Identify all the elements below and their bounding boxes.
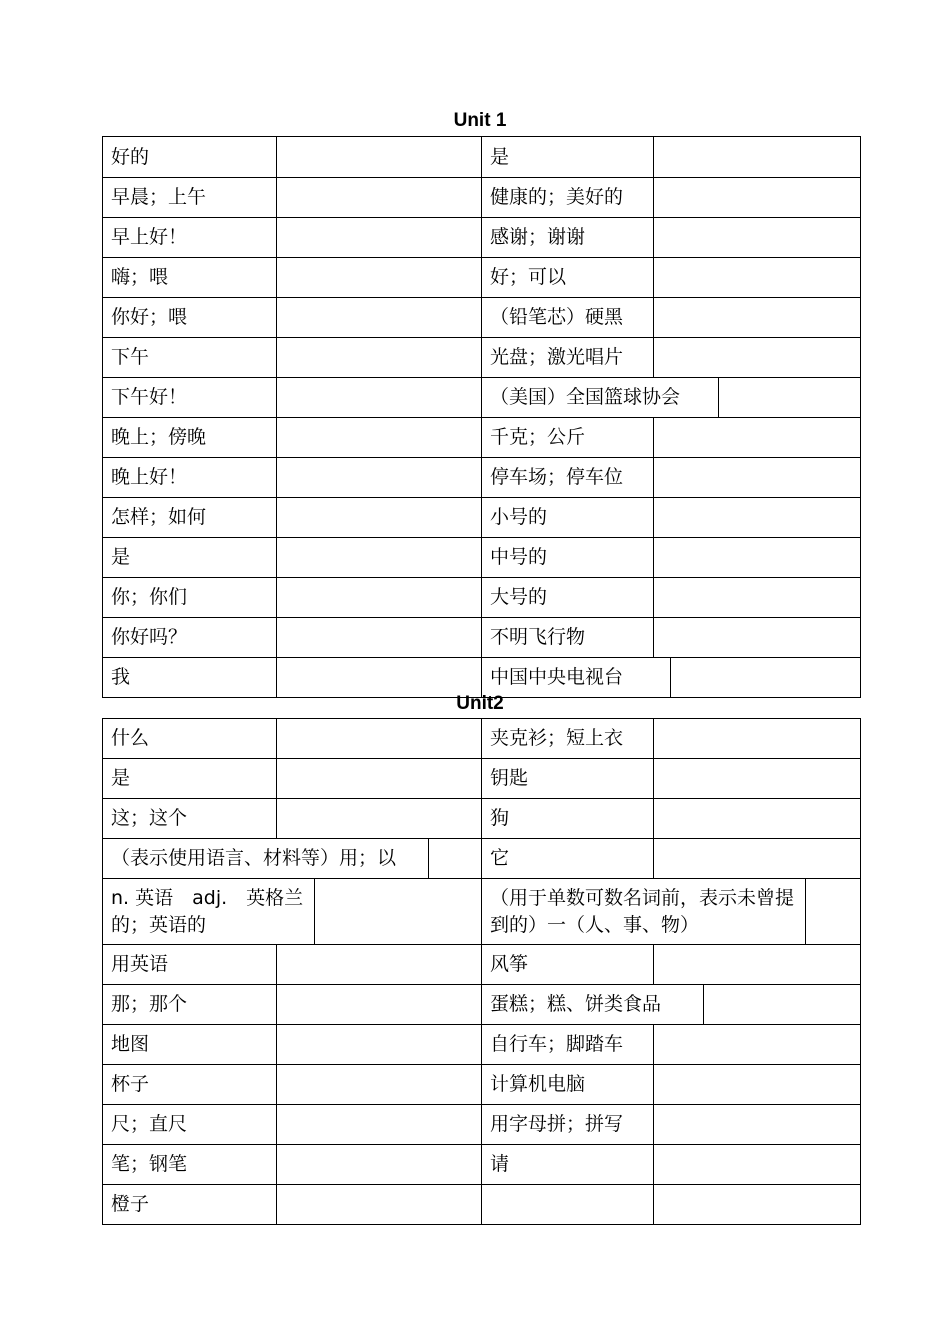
- table-row: [103, 218, 861, 258]
- english-answer-blank[interactable]: [277, 378, 491, 417]
- english-answer-blank[interactable]: [277, 218, 491, 257]
- chinese-meaning: 用字母拼；拼写: [482, 1105, 654, 1144]
- english-answer-blank[interactable]: [277, 658, 491, 697]
- english-answer-blank[interactable]: [277, 258, 491, 297]
- table-row: [103, 458, 861, 498]
- english-answer-blank[interactable]: [277, 137, 491, 177]
- english-answer-blank[interactable]: [277, 799, 491, 838]
- english-answer-blank[interactable]: [277, 458, 491, 497]
- english-answer-blank[interactable]: [277, 178, 491, 217]
- english-answer-blank[interactable]: [654, 759, 869, 798]
- english-answer-blank[interactable]: [654, 1065, 869, 1104]
- english-answer-blank[interactable]: [654, 338, 869, 377]
- english-answer-blank[interactable]: [277, 538, 491, 577]
- chinese-meaning: 夹克衫；短上衣: [482, 719, 654, 758]
- chinese-meaning: 嗨；喂: [103, 258, 277, 297]
- table-row: [103, 378, 861, 418]
- chinese-meaning: 杯子: [103, 1065, 277, 1104]
- chinese-meaning: 不明飞行物: [482, 618, 654, 657]
- english-answer-blank[interactable]: [277, 298, 491, 337]
- english-answer-blank[interactable]: [654, 618, 869, 657]
- table-row: [103, 578, 861, 618]
- table-row: [103, 879, 861, 945]
- english-answer-blank[interactable]: [654, 945, 869, 984]
- english-answer-blank[interactable]: [277, 338, 491, 377]
- chinese-meaning: 下午好！: [103, 378, 277, 417]
- english-answer-blank[interactable]: [277, 578, 491, 617]
- english-answer-blank[interactable]: [277, 985, 491, 1024]
- english-answer-blank[interactable]: [654, 1105, 869, 1144]
- english-answer-blank[interactable]: [654, 298, 869, 337]
- chinese-meaning: 光盘；激光唱片: [482, 338, 654, 377]
- chinese-meaning: 中号的: [482, 538, 654, 577]
- chinese-meaning: 大号的: [482, 578, 654, 617]
- chinese-meaning: 千克；公斤: [482, 418, 654, 457]
- table-row: [103, 1105, 861, 1145]
- english-answer-blank[interactable]: [654, 719, 869, 758]
- chinese-meaning: 是: [103, 538, 277, 577]
- table-row: [103, 137, 861, 178]
- chinese-meaning: 地图: [103, 1025, 277, 1064]
- english-answer-blank[interactable]: [277, 618, 491, 657]
- chinese-meaning: 是: [482, 137, 654, 177]
- chinese-meaning: 什么: [103, 719, 277, 758]
- table-row: [103, 538, 861, 578]
- english-answer-blank[interactable]: [654, 178, 869, 217]
- english-answer-blank[interactable]: [277, 1185, 491, 1224]
- table-row: [103, 258, 861, 298]
- chinese-meaning: 狗: [482, 799, 654, 838]
- chinese-meaning: 尺；直尺: [103, 1105, 277, 1144]
- chinese-meaning: 晚上；傍晚: [103, 418, 277, 457]
- chinese-meaning: 风筝: [482, 945, 654, 984]
- chinese-meaning: 计算机电脑: [482, 1065, 654, 1104]
- chinese-meaning: 它: [482, 839, 654, 878]
- chinese-meaning: 你；你们: [103, 578, 277, 617]
- chinese-meaning: 下午: [103, 338, 277, 377]
- english-answer-blank[interactable]: [277, 418, 491, 457]
- chinese-meaning: 中国中央电视台: [482, 658, 671, 697]
- chinese-meaning: 好；可以: [482, 258, 654, 297]
- chinese-meaning: （美国）全国篮球协会: [482, 378, 719, 417]
- english-answer-blank[interactable]: [654, 1025, 869, 1064]
- chinese-meaning: 晚上好！: [103, 458, 277, 497]
- english-answer-blank[interactable]: [277, 1025, 491, 1064]
- table-row: [103, 1185, 861, 1225]
- chinese-meaning: 早晨；上午: [103, 178, 277, 217]
- unit2-title: Unit2: [456, 693, 504, 714]
- unit1-title: Unit 1: [453, 110, 507, 131]
- english-answer-blank[interactable]: [315, 879, 495, 944]
- chinese-meaning: 健康的；美好的: [482, 178, 654, 217]
- chinese-meaning: 钥匙: [482, 759, 654, 798]
- chinese-meaning: 用英语: [103, 945, 277, 984]
- chinese-meaning: 停车场；停车位: [482, 458, 654, 497]
- chinese-meaning: （铅笔芯）硬黑: [482, 298, 654, 337]
- english-answer-blank[interactable]: [806, 879, 873, 944]
- table-row: [103, 719, 861, 759]
- chinese-meaning: 蛋糕；糕、饼类食品: [482, 985, 704, 1024]
- chinese-meaning: 笔；钢笔: [103, 1145, 277, 1184]
- table-row: [103, 1065, 861, 1105]
- chinese-meaning: （表示使用语言、材料等）用；以: [103, 839, 429, 878]
- chinese-meaning: 自行车；脚踏车: [482, 1025, 654, 1064]
- chinese-meaning: 请: [482, 1145, 654, 1184]
- chinese-meaning: 早上好！: [103, 218, 277, 257]
- chinese-meaning: （用于单数可数名词前，表示未曾提到的）一（人、事、物）: [482, 879, 806, 944]
- table-row: [103, 759, 861, 799]
- english-answer-blank[interactable]: [277, 1145, 491, 1184]
- table-row: [103, 1025, 861, 1065]
- chinese-meaning: 好的: [103, 137, 277, 177]
- chinese-meaning: 小号的: [482, 498, 654, 537]
- table-row: [103, 839, 861, 879]
- english-answer-blank[interactable]: [277, 759, 491, 798]
- table-row: [103, 618, 861, 658]
- english-answer-blank[interactable]: [654, 218, 869, 257]
- chinese-meaning: 这；这个: [103, 799, 277, 838]
- table-row: [103, 498, 861, 538]
- english-answer-blank[interactable]: [277, 498, 491, 537]
- chinese-meaning: 感谢；谢谢: [482, 218, 654, 257]
- english-answer-blank[interactable]: [654, 799, 869, 838]
- table-row: [103, 178, 861, 218]
- chinese-meaning: 你好；喂: [103, 298, 277, 337]
- unit2-vocab-table: [102, 718, 861, 1225]
- english-answer-blank[interactable]: [704, 985, 869, 1024]
- english-answer-blank[interactable]: [654, 538, 869, 577]
- english-answer-blank[interactable]: [654, 578, 869, 617]
- table-row: [103, 945, 861, 985]
- english-answer-blank[interactable]: [719, 378, 869, 417]
- english-answer-blank[interactable]: [654, 258, 869, 297]
- english-answer-blank[interactable]: [277, 1065, 491, 1104]
- unit1-vocab-table: [102, 136, 861, 698]
- chinese-meaning: 怎样；如何: [103, 498, 277, 537]
- english-answer-blank[interactable]: [654, 418, 869, 457]
- english-answer-blank[interactable]: [654, 1145, 869, 1184]
- english-answer-blank[interactable]: [277, 719, 491, 758]
- table-row: [103, 338, 861, 378]
- chinese-meaning: 橙子: [103, 1185, 277, 1224]
- english-answer-blank[interactable]: [654, 839, 869, 878]
- table-row: [103, 1145, 861, 1185]
- table-row: [103, 418, 861, 458]
- english-answer-blank[interactable]: [654, 498, 869, 537]
- english-answer-blank[interactable]: [654, 458, 869, 497]
- table-row: [103, 298, 861, 338]
- chinese-meaning: 你好吗？: [103, 618, 277, 657]
- english-answer-blank[interactable]: [277, 1105, 491, 1144]
- chinese-meaning: n. 英语 adj. 英格兰的；英语的: [103, 879, 315, 944]
- english-answer-blank[interactable]: [277, 945, 491, 984]
- chinese-meaning: [482, 1185, 654, 1224]
- chinese-meaning: 我: [103, 658, 277, 697]
- table-row: [103, 658, 861, 698]
- chinese-meaning: 那；那个: [103, 985, 277, 1024]
- english-answer-blank[interactable]: [654, 1185, 869, 1224]
- table-row: [103, 799, 861, 839]
- table-row: [103, 985, 861, 1025]
- english-answer-blank[interactable]: [654, 137, 869, 177]
- chinese-meaning: 是: [103, 759, 277, 798]
- english-answer-blank[interactable]: [671, 658, 869, 697]
